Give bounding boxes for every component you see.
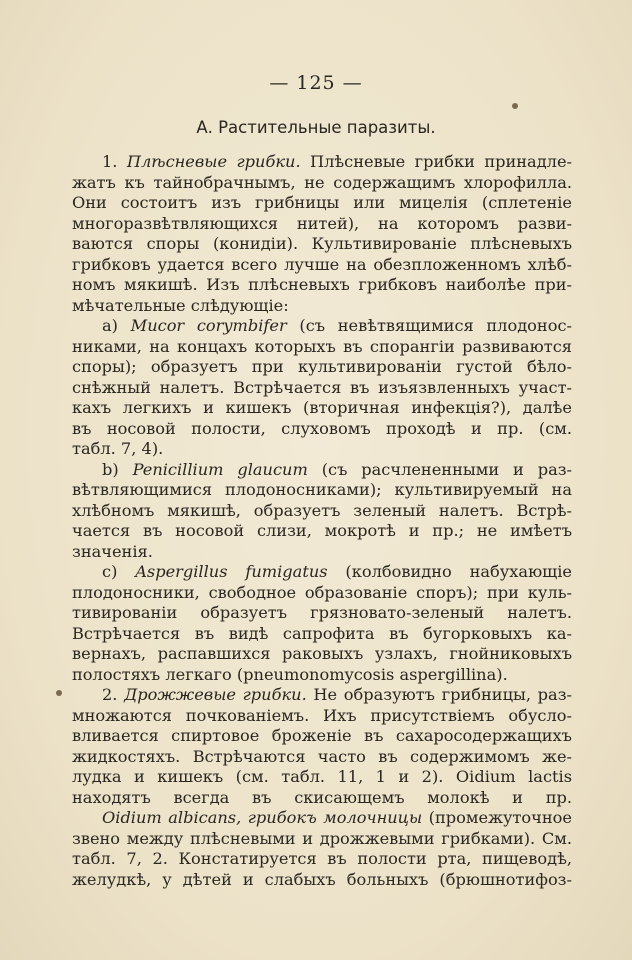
text-line: значенія. [72,541,153,561]
text-line: споры); образуетъ при культивированіи густой бѣло- [72,357,572,376]
text-line: табл. 7, 2. Констатируется въ полости рта, пищеводѣ, [72,849,572,868]
text-line: плодоносники, свободное образованіе споръ); при куль- [72,582,572,602]
text-line: въ носовой полости, слуховомъ проходѣ и пр. (см. [72,418,572,438]
text-line: никами, на концахъ которыхъ въ спорангіи развиваются [72,336,572,356]
text-line: лудка и кишекъ (см. табл. 11, 1 и 2). Oidium lactis [72,767,572,786]
text-line: желудкѣ, у дѣтей и слабыхъ больныхъ (брюшнотифоз- [72,869,572,889]
text-line: полостяхъ легкаго (pneumonomycosis aspergillina). [72,664,508,684]
bullet-mark [56,690,62,696]
text-line: множаются почкованіемъ. Ихъ присутствіемъ обусло- [72,705,572,725]
text-line: снѣжный налетъ. Встрѣчается въ изъязвленныхъ участ- [72,377,572,397]
text-line: кахъ легкихъ и кишекъ (вторичная инфекція?), далѣе [72,398,572,417]
text-line: Oidium albicans, грибокъ молочницы (промежуточное [102,808,572,827]
text-line: вѣтвляющимися плодоносниками); культивируемый на [72,480,572,499]
text-body [72,152,572,890]
text-line: мѣчательные слѣдующіе: [72,295,289,315]
text-line: звено между плѣсневыми и дрожжевыми грибками). См. [72,828,572,848]
text-line: грибковъ удается всего лучше на обезпложенномъ хлѣб- [72,254,572,274]
text-line: номъ мякишѣ. Изъ плѣсневыхъ грибковъ наиболѣе при- [72,275,572,294]
page-number: — 125 — [269,72,363,94]
text-line: многоразвѣтвляющихся нитей), на которомъ разви- [72,213,572,233]
text-line: жатъ къ тайнобрачнымъ, не содержащимъ хлорофилла. [72,172,572,192]
text-line: вливается спиртовое броженіе въ сахаросодержащихъ [72,726,572,745]
text-line: вернахъ, распавшихся раковыхъ узлахъ, гнойниковыхъ [72,644,572,663]
text-line: Встрѣчается въ видѣ сапрофита въ бугорковыхъ ка- [72,623,572,643]
ink-spot [512,103,518,109]
section-heading: А. Растительные паразиты. [196,118,436,137]
text-line: 2. Дрожжевые грибки. Не образуютъ грибницы, раз- [102,685,572,704]
text-line: b) Penicillium glaucum (съ расчлененными и раз- [102,459,573,479]
text-line: чается въ носовой слизи, мокротѣ и пр.; не имѣетъ [72,521,572,540]
text-line: 1. Плѣсневые грибки. Плѣсневые грибки принадле- [102,152,573,171]
text-line: c) Aspergillus fumigatus (колбовидно набухающіе [102,562,572,581]
text-line: ваются споры (конидіи). Культивированіе плѣсневыхъ [72,234,572,253]
text-line: тивированіи образуетъ грязновато-зеленый налетъ. [72,603,572,622]
text-line: находятъ всегда въ скисающемъ молокѣ и пр. [72,787,572,807]
text-line: Они состоитъ изъ грибницы или мицелія (сплетеніе [72,193,572,212]
text-line: жидкостяхъ. Встрѣчаются часто въ содержимомъ же- [72,746,572,766]
text-line: хлѣбномъ мякишѣ, образуетъ зеленый налетъ. Встрѣ- [72,500,572,520]
text-line: а) Mucor corymbifer (съ невѣтвящимися плодонос- [102,316,572,335]
text-line: табл. 7, 4). [72,439,164,458]
